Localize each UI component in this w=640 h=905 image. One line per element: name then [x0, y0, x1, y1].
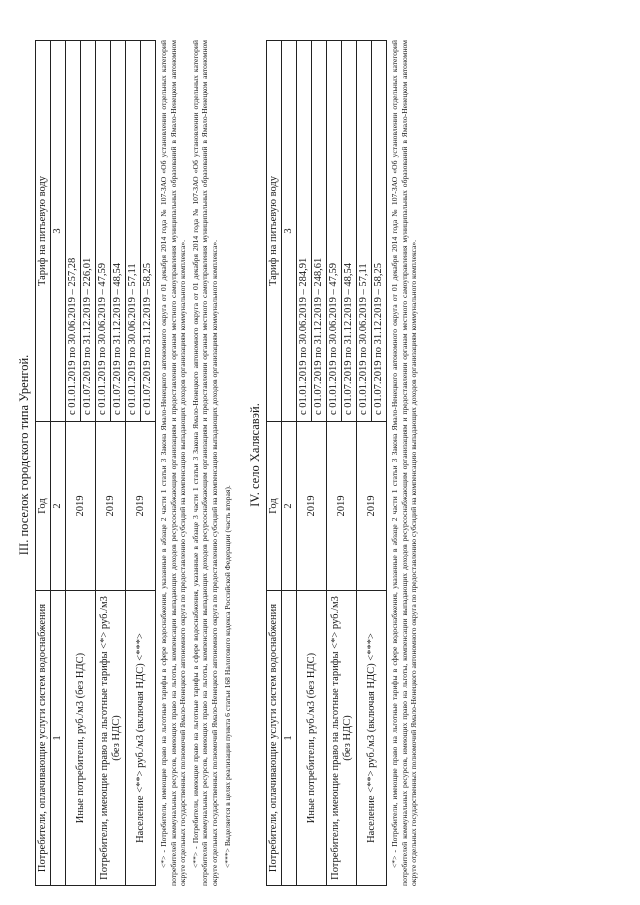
index-cell: 1 [282, 591, 297, 886]
index-cell: 3 [282, 41, 297, 422]
tariff-period: с 01.01.2019 по 30.06.2019 – 47,59 [96, 41, 111, 422]
tariff-period: с 01.01.2019 по 30.06.2019 – 284,91 [297, 41, 312, 422]
section-3-tariff-table [35, 40, 156, 886]
header-consumers: Потребители, оплачивающие услуги систем водоснабжения [36, 591, 51, 886]
index-cell: 3 [51, 41, 66, 422]
tariff-period: с 01.07.2019 по 31.12.2019 – 58,25 [141, 41, 156, 422]
table-header-row [36, 41, 51, 886]
index-cell: 2 [51, 422, 66, 591]
year-cell: 2019 [126, 422, 156, 591]
table-header-row [267, 41, 282, 886]
footnote: <***> Выделяется в целях реализации пункта 6 статьи 168 Налогового кодекса Российской Федерации (часть вторая). [222, 485, 232, 868]
consumer-label: Иные потребители, руб./м3 (без НДС) [66, 591, 96, 886]
consumer-label: Потребители, имеющие право на льготные тарифы <*> руб./м3 (без НДС) [327, 591, 357, 886]
header-consumers: Потребители, оплачивающие услуги систем водоснабжения [267, 591, 282, 886]
section-spacer [232, 20, 246, 890]
tariff-period: с 01.01.2019 по 30.06.2019 – 57,11 [126, 41, 141, 422]
table-row [126, 41, 141, 886]
header-tariff: Тариф на питьевую воду [36, 41, 51, 422]
index-cell: 2 [282, 422, 297, 591]
tariff-period: с 01.07.2019 по 31.12.2019 – 58,25 [372, 41, 387, 422]
year-cell: 2019 [297, 422, 327, 591]
year-cell: 2019 [327, 422, 357, 591]
table-row [66, 41, 81, 886]
table-row [327, 41, 342, 886]
tariff-period: с 01.07.2019 по 31.12.2019 – 248,61 [312, 41, 327, 422]
table-index-row [51, 41, 66, 886]
section-3-heading: III. поселок городского типа Уренгой. [17, 354, 31, 556]
year-cell: 2019 [66, 422, 96, 591]
tariff-period: с 01.01.2019 по 30.06.2019 – 257,28 [66, 41, 81, 422]
tariff-period: с 01.07.2019 по 31.12.2019 – 48,54 [111, 41, 126, 422]
table-row [297, 41, 312, 886]
year-cell: 2019 [357, 422, 387, 591]
index-cell: 1 [51, 591, 66, 886]
header-year: Год [267, 422, 282, 591]
consumer-label: Иные потребители, руб./м3 (без НДС) [297, 591, 327, 886]
header-tariff: Тариф на питьевую воду [267, 41, 282, 422]
tariff-period: с 01.01.2019 по 30.06.2019 – 57,11 [357, 41, 372, 422]
section-4-tariff-table [266, 40, 387, 886]
tariff-period: с 01.07.2019 по 31.12.2019 – 226,01 [81, 41, 96, 422]
year-cell: 2019 [96, 422, 126, 591]
table-row [357, 41, 372, 886]
consumer-label: Потребители, имеющие право на льготные тарифы <*> руб./м3 (без НДС) [96, 591, 126, 886]
footnote: <*> - Потребители, имеющие право на льготные тарифы в сфере водоснабжения, указанные в абзаце 2 части 1 статьи 3 Закона Ямало-Ненецкого автономного округа от 01 декабря 2014 года № 107-ЗАО «Об установлении отдельных категорий потребителей коммунальных ресурсов, имеющих право на льготы, компенсации выпадающих доходов ресурсоснабжающим организациям и предоставлении органам местного самоуправления муниципальных образований в Ямало-Ненецком автономном округе отдельных государственных полномочий Ямало-Ненецкого автономного округа по предоставлению субсидий на компенсацию выпадающих доходов организациям коммунального комплекса». [159, 40, 188, 886]
header-year: Год [36, 422, 51, 591]
footnote: <*> - Потребители, имеющие право на льготные тарифы в сфере водоснабжения, указанные в абзаце 2 части 1 статьи 3 Закона Ямало-Ненецкого автономного округа от 01 декабря 2014 года № 107-ЗАО «Об установлении отдельных категорий потребителей коммунальных ресурсов, имеющих право на льготы, компенсации выпадающих доходов ресурсоснабжающим организациям и предоставлении органам местного самоуправления муниципальных образований в Ямало-Ненецком автономном округе отдельных государственных полномочий Ямало-Ненецкого автономного округа по предоставлению субсидий на компенсацию выпадающих доходов организациям коммунального комплекса». [390, 40, 419, 886]
rotated-document-page [15, 20, 620, 890]
consumer-label: Население <**> руб./м3 (включая НДС) <***> [126, 591, 156, 886]
section-4-heading: IV. село Халясавэй. [248, 403, 263, 507]
tariff-period: с 01.01.2019 по 30.06.2019 – 47,59 [327, 41, 342, 422]
footnote: <**> - Потребители, имеющие право на льготные тарифы в сфере водоснабжения, указанные в абзаце 3 части 1 статьи 3 Закона Ямало-Ненецкого автономного округа от 01 декабря 2014 года № 107-ЗАО «Об установлении отдельных категорий потребителей коммунальных ресурсов, имеющих право на льготы, компенсации выпадающих доходов ресурсоснабжающим организациям и предоставлении органам местного самоуправления муниципальных образований в Ямало-Ненецком автономном округе отдельных государственных полномочий Ямало-Ненецкого автономного округа по предоставлению субсидий на компенсацию выпадающих доходов организациям коммунального комплекса». [190, 40, 219, 886]
table-index-row [282, 41, 297, 886]
consumer-label: Население <**> руб./м3 (включая НДС) <***> [357, 591, 387, 886]
tariff-period: с 01.07.2019 по 31.12.2019 – 48,54 [342, 41, 357, 422]
table-row [96, 41, 111, 886]
